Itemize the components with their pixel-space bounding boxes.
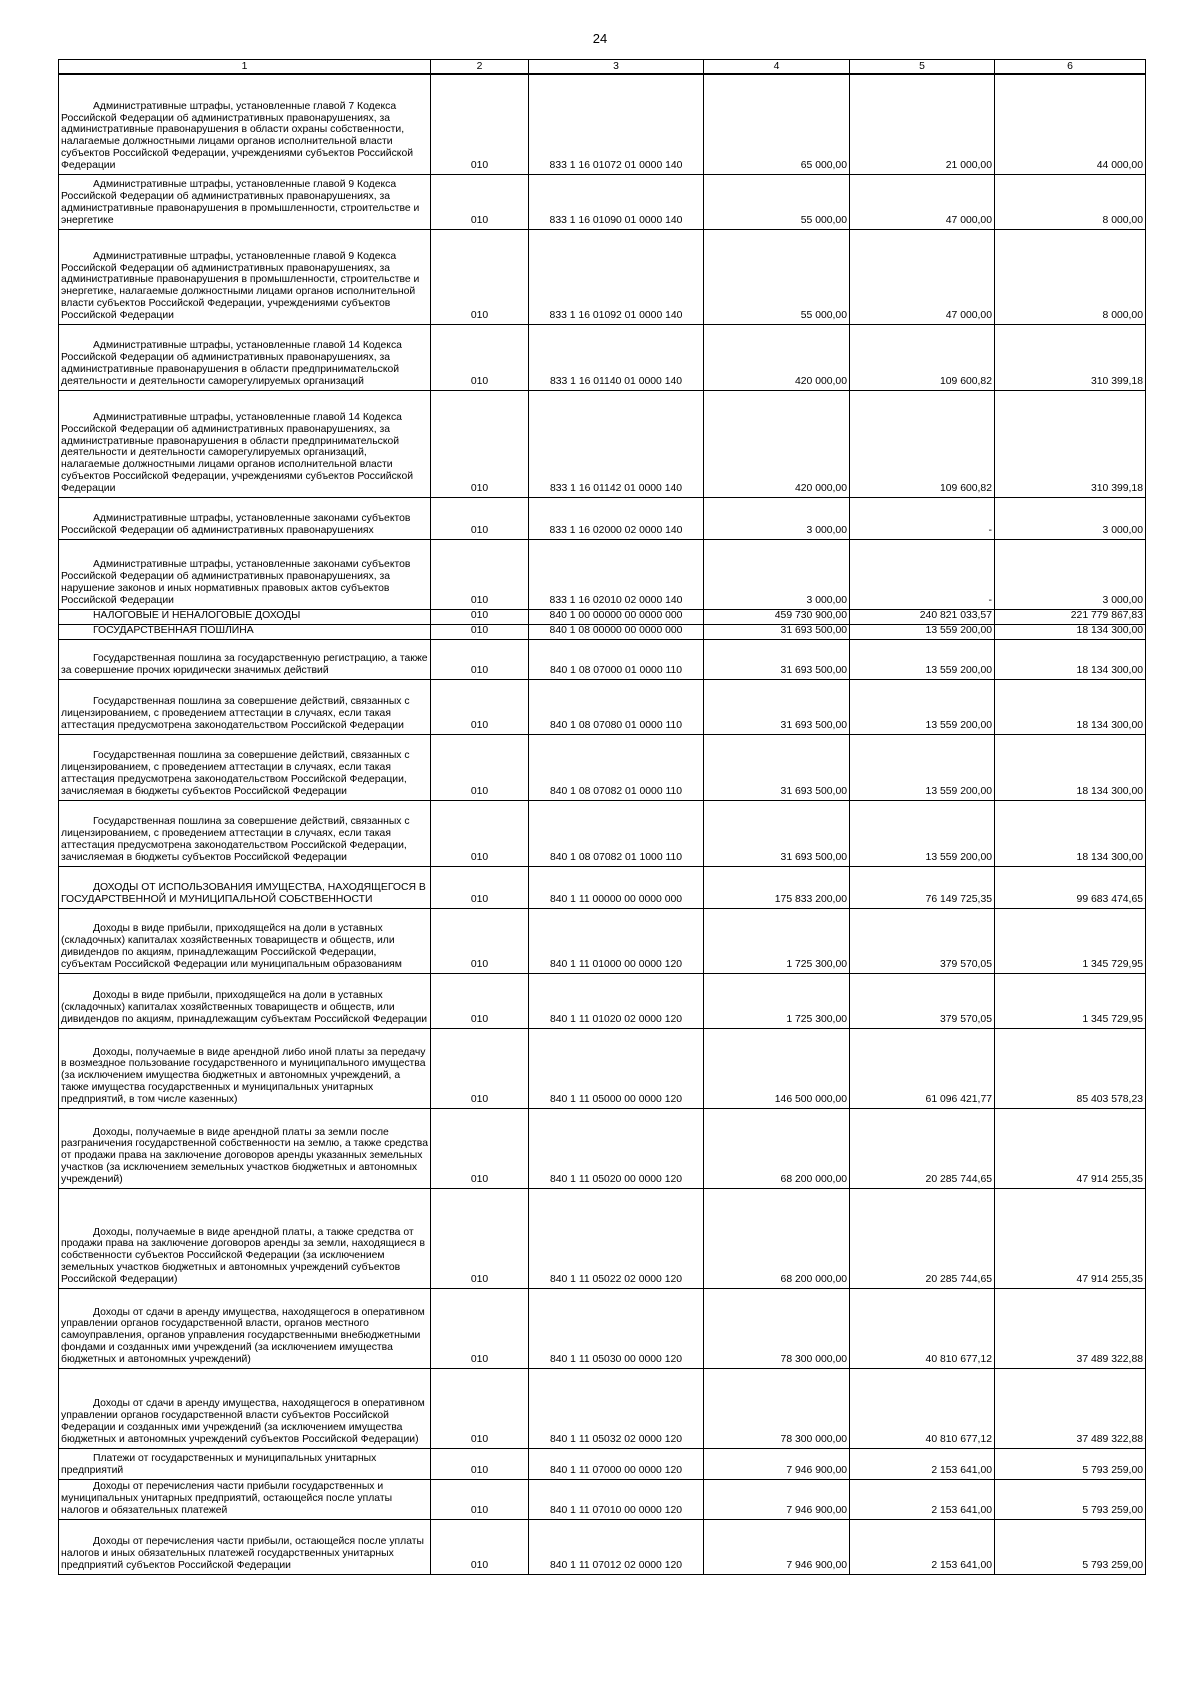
row-budget-code: 840 1 11 07000 00 0000 120 <box>529 1448 704 1479</box>
row-executed-amount: 13 559 200,00 <box>850 800 995 866</box>
row-unexecuted-amount: 37 489 322,88 <box>995 1288 1146 1368</box>
row-name <box>59 624 431 639</box>
row-line-code: 010 <box>431 1188 529 1288</box>
row-unexecuted-amount: 8 000,00 <box>995 174 1146 229</box>
row-approved-amount: 68 200 000,00 <box>704 1108 850 1188</box>
table-row <box>59 74 1146 174</box>
row-budget-code: 833 1 16 01092 01 0000 140 <box>529 229 704 324</box>
table-row <box>59 1519 1146 1574</box>
row-name-text: Доходы от перечисления части прибыли государственных и муниципальных унитарных предприятий, остающейся после уплаты налогов и обязательных платежей <box>61 1481 393 1516</box>
row-approved-amount: 1 725 300,00 <box>704 973 850 1028</box>
row-name <box>59 1288 431 1368</box>
row-executed-amount: 379 570,05 <box>850 908 995 973</box>
row-budget-code: 840 1 08 07082 01 0000 110 <box>529 734 704 800</box>
row-executed-amount: 13 559 200,00 <box>850 734 995 800</box>
row-name-text: Государственная пошлина за совершение действий, связанных с лицензированием, с проведением аттестации в случаях, если такая аттестация предусмотрена законодательством Российской Федерации, зачисляемая в бюджеты субъектов Российской Федерации <box>61 816 410 863</box>
row-budget-code: 840 1 08 07082 01 1000 110 <box>529 800 704 866</box>
row-name <box>59 639 431 679</box>
row-name-text: Государственная пошлина за государственную регистрацию, а также за совершение прочих юридически значимых действий <box>61 652 428 676</box>
row-unexecuted-amount: 47 914 255,35 <box>995 1108 1146 1188</box>
row-name-text: Доходы от сдачи в аренду имущества, находящегося в оперативном управлении органов государственной власти, органов местного самоуправления, органов управления государственными внебюджетными фондами и созданных ими учреждений (за исключением имущества бюджетных и автономных учреждений) <box>61 1306 425 1365</box>
row-line-code: 010 <box>431 229 529 324</box>
table-row <box>59 174 1146 229</box>
row-line-code: 010 <box>431 609 529 624</box>
table-row <box>59 624 1146 639</box>
row-unexecuted-amount: 44 000,00 <box>995 74 1146 174</box>
row-line-code: 010 <box>431 908 529 973</box>
row-name <box>59 973 431 1028</box>
row-line-code: 010 <box>431 1479 529 1519</box>
row-approved-amount: 31 693 500,00 <box>704 624 850 639</box>
row-approved-amount: 7 946 900,00 <box>704 1479 850 1519</box>
row-unexecuted-amount: 3 000,00 <box>995 497 1146 539</box>
row-line-code: 010 <box>431 679 529 734</box>
row-approved-amount: 68 200 000,00 <box>704 1188 850 1288</box>
row-approved-amount: 3 000,00 <box>704 539 850 609</box>
row-name <box>59 390 431 497</box>
row-unexecuted-amount: 310 399,18 <box>995 324 1146 390</box>
row-name <box>59 1368 431 1448</box>
row-line-code: 010 <box>431 324 529 390</box>
row-budget-code: 840 1 11 01020 02 0000 120 <box>529 973 704 1028</box>
row-name <box>59 539 431 609</box>
row-budget-code: 833 1 16 02000 02 0000 140 <box>529 497 704 539</box>
table-row <box>59 1288 1146 1368</box>
row-name <box>59 1028 431 1108</box>
table-row <box>59 1108 1146 1188</box>
row-unexecuted-amount: 5 793 259,00 <box>995 1519 1146 1574</box>
row-approved-amount: 1 725 300,00 <box>704 908 850 973</box>
row-unexecuted-amount: 37 489 322,88 <box>995 1368 1146 1448</box>
row-unexecuted-amount: 310 399,18 <box>995 390 1146 497</box>
table-row <box>59 324 1146 390</box>
row-budget-code: 840 1 11 00000 00 0000 000 <box>529 866 704 908</box>
row-approved-amount: 31 693 500,00 <box>704 639 850 679</box>
row-budget-code: 833 1 16 01140 01 0000 140 <box>529 324 704 390</box>
header-col-5: 5 <box>850 60 995 75</box>
row-budget-code: 840 1 11 07010 00 0000 120 <box>529 1479 704 1519</box>
row-name <box>59 74 431 174</box>
row-name-text: НАЛОГОВЫЕ И НЕНАЛОГОВЫЕ ДОХОДЫ <box>93 609 301 621</box>
row-approved-amount: 175 833 200,00 <box>704 866 850 908</box>
row-line-code: 010 <box>431 497 529 539</box>
row-line-code: 010 <box>431 866 529 908</box>
row-unexecuted-amount: 1 345 729,95 <box>995 908 1146 973</box>
row-executed-amount: 40 810 677,12 <box>850 1368 995 1448</box>
row-unexecuted-amount: 8 000,00 <box>995 229 1146 324</box>
row-line-code: 010 <box>431 639 529 679</box>
row-executed-amount: 20 285 744,65 <box>850 1108 995 1188</box>
row-line-code: 010 <box>431 1448 529 1479</box>
row-unexecuted-amount: 18 134 300,00 <box>995 639 1146 679</box>
row-name <box>59 324 431 390</box>
row-budget-code: 840 1 11 01000 00 0000 120 <box>529 908 704 973</box>
row-budget-code: 833 1 16 02010 02 0000 140 <box>529 539 704 609</box>
table-row <box>59 1448 1146 1479</box>
row-budget-code: 840 1 08 07080 01 0000 110 <box>529 679 704 734</box>
table-row <box>59 639 1146 679</box>
row-name <box>59 1519 431 1574</box>
table-row <box>59 539 1146 609</box>
row-executed-amount: 47 000,00 <box>850 174 995 229</box>
row-unexecuted-amount: 18 134 300,00 <box>995 679 1146 734</box>
table-row <box>59 800 1146 866</box>
row-executed-amount: 379 570,05 <box>850 973 995 1028</box>
row-executed-amount: 76 149 725,35 <box>850 866 995 908</box>
row-name <box>59 229 431 324</box>
row-unexecuted-amount: 3 000,00 <box>995 539 1146 609</box>
row-budget-code: 840 1 08 07000 01 0000 110 <box>529 639 704 679</box>
table-row <box>59 1479 1146 1519</box>
table-row <box>59 1368 1146 1448</box>
row-executed-amount: 2 153 641,00 <box>850 1519 995 1574</box>
row-name-text: Государственная пошлина за совершение действий, связанных с лицензированием, с проведением аттестации в случаях, если такая аттестация предусмотрена законодательством Российской Федерации, зачисляемая в бюджеты субъектов Российской Федерации <box>61 750 410 797</box>
table-row <box>59 908 1146 973</box>
row-unexecuted-amount: 18 134 300,00 <box>995 800 1146 866</box>
table-row <box>59 609 1146 624</box>
row-name-text: Государственная пошлина за совершение действий, связанных с лицензированием, с проведением аттестации в случаях, если такая аттестация предусмотрена законодательством Российской Федерации <box>61 696 410 731</box>
row-line-code: 010 <box>431 973 529 1028</box>
row-name-text: Административные штрафы, установленные главой 14 Кодекса Российской Федерации об административных правонарушениях, за административные правонарушения в области предпринимательской деятельности и деятельности саморегулируемых организаций, налагаемые должностными лицами органов исполнительной власти субъектов Российской Федерации, учреждениями субъектов Российской Федерации <box>61 411 414 494</box>
header-col-6: 6 <box>995 60 1146 75</box>
row-approved-amount: 31 693 500,00 <box>704 800 850 866</box>
row-executed-amount: 2 153 641,00 <box>850 1479 995 1519</box>
row-budget-code: 833 1 16 01072 01 0000 140 <box>529 74 704 174</box>
row-unexecuted-amount: 18 134 300,00 <box>995 624 1146 639</box>
row-executed-amount: 13 559 200,00 <box>850 679 995 734</box>
row-executed-amount: 2 153 641,00 <box>850 1448 995 1479</box>
table-row <box>59 497 1146 539</box>
row-approved-amount: 420 000,00 <box>704 390 850 497</box>
row-approved-amount: 420 000,00 <box>704 324 850 390</box>
row-name-text: Доходы, получаемые в виде арендной либо иной платы за передачу в возмездное пользование государственного и муниципального имущества (за исключением имущества бюджетных и автономных учреждений, а также имущества государственных и муниципальных унитарных предприятий, в том числе казенных) <box>61 1046 426 1105</box>
row-executed-amount: 109 600,82 <box>850 324 995 390</box>
row-unexecuted-amount: 221 779 867,83 <box>995 609 1146 624</box>
row-name-text: Доходы в виде прибыли, приходящейся на доли в уставных (складочных) капиталах хозяйственных товариществ и обществ, или дивидендов по акциям, принадлежащим Российской Федерации, субъектам Российской Федерации или муниципальным образованиям <box>61 923 402 970</box>
row-executed-amount: 13 559 200,00 <box>850 639 995 679</box>
row-budget-code: 840 1 00 00000 00 0000 000 <box>529 609 704 624</box>
table-row <box>59 1188 1146 1288</box>
table-row <box>59 390 1146 497</box>
row-name-text: Доходы, получаемые в виде арендной платы за земли после разграничения государственной собственности на землю, а также средства от продажи права на заключение договоров аренды указанных земельных участков (за исключением земельных участков бюджетных и автономных учреждений) <box>61 1126 428 1185</box>
header-col-1: 1 <box>59 60 431 75</box>
row-unexecuted-amount: 5 793 259,00 <box>995 1448 1146 1479</box>
row-executed-amount: 47 000,00 <box>850 229 995 324</box>
row-unexecuted-amount: 47 914 255,35 <box>995 1188 1146 1288</box>
row-name <box>59 1188 431 1288</box>
row-approved-amount: 78 300 000,00 <box>704 1368 850 1448</box>
row-name-text: Доходы в виде прибыли, приходящейся на доли в уставных (складочных) капиталах хозяйственных товариществ и обществ, или дивидендов по акциям, принадлежащим субъектам Российской Федерации <box>61 990 428 1025</box>
row-approved-amount: 78 300 000,00 <box>704 1288 850 1368</box>
row-line-code: 010 <box>431 624 529 639</box>
revenue-table <box>58 59 1146 1575</box>
row-executed-amount: - <box>850 539 995 609</box>
row-name-text: Административные штрафы, установленные главой 9 Кодекса Российской Федерации об административных правонарушениях, за административные правонарушения в промышленности, строительстве и энергетике <box>61 179 420 226</box>
row-line-code: 010 <box>431 174 529 229</box>
row-executed-amount: 40 810 677,12 <box>850 1288 995 1368</box>
row-line-code: 010 <box>431 1368 529 1448</box>
header-col-3: 3 <box>529 60 704 75</box>
row-unexecuted-amount: 5 793 259,00 <box>995 1479 1146 1519</box>
row-line-code: 010 <box>431 1288 529 1368</box>
table-row <box>59 1028 1146 1108</box>
row-executed-amount: 20 285 744,65 <box>850 1188 995 1288</box>
row-name-text: Доходы от перечисления части прибыли, остающейся после уплаты налогов и иных обязательных платежей государственных унитарных предприятий субъектов Российской Федерации <box>61 1536 424 1571</box>
row-approved-amount: 459 730 900,00 <box>704 609 850 624</box>
row-line-code: 010 <box>431 800 529 866</box>
table-row <box>59 734 1146 800</box>
row-approved-amount: 31 693 500,00 <box>704 679 850 734</box>
row-budget-code: 840 1 11 05030 00 0000 120 <box>529 1288 704 1368</box>
row-name <box>59 908 431 973</box>
table-row <box>59 679 1146 734</box>
row-name-text: ГОСУДАРСТВЕННАЯ ПОШЛИНА <box>93 624 254 636</box>
row-approved-amount: 55 000,00 <box>704 229 850 324</box>
row-line-code: 010 <box>431 74 529 174</box>
row-executed-amount: 13 559 200,00 <box>850 624 995 639</box>
row-name <box>59 1448 431 1479</box>
row-name <box>59 1108 431 1188</box>
row-name-text: Платежи от государственных и муниципальных унитарных предприятий <box>61 1452 377 1476</box>
row-approved-amount: 3 000,00 <box>704 497 850 539</box>
page-number: 24 <box>592 31 608 46</box>
row-name-text: Доходы от сдачи в аренду имущества, находящегося в оперативном управлении органов государственной власти субъектов Российской Федерации и созданных ими учреждений (за исключением имущества бюджетных и автономных учреждений субъектов Российской Федерации) <box>61 1398 425 1445</box>
row-name-text: ДОХОДЫ ОТ ИСПОЛЬЗОВАНИЯ ИМУЩЕСТВА, НАХОДЯЩЕГОСЯ В ГОСУДАРСТВЕННОЙ И МУНИЦИПАЛЬНОЙ СОБСТВЕННОСТИ <box>61 881 426 905</box>
row-line-code: 010 <box>431 734 529 800</box>
row-budget-code: 840 1 11 07012 02 0000 120 <box>529 1519 704 1574</box>
row-executed-amount: 240 821 033,57 <box>850 609 995 624</box>
table-row <box>59 229 1146 324</box>
row-approved-amount: 31 693 500,00 <box>704 734 850 800</box>
table-row <box>59 866 1146 908</box>
row-approved-amount: 7 946 900,00 <box>704 1519 850 1574</box>
row-name-text: Доходы, получаемые в виде арендной платы, а также средства от продажи права на заключение договоров аренды за земли, находящиеся в собственности субъектов Российской Федерации (за исключением земельных участков бюджетных и автономных учреждений субъектов Российской Федерации) <box>61 1226 425 1285</box>
row-approved-amount: 55 000,00 <box>704 174 850 229</box>
row-executed-amount: 21 000,00 <box>850 74 995 174</box>
header-col-2: 2 <box>431 60 529 75</box>
row-line-code: 010 <box>431 1519 529 1574</box>
row-name <box>59 609 431 624</box>
row-unexecuted-amount: 85 403 578,23 <box>995 1028 1146 1108</box>
table-row <box>59 973 1146 1028</box>
row-name <box>59 800 431 866</box>
row-name <box>59 679 431 734</box>
row-line-code: 010 <box>431 390 529 497</box>
row-budget-code: 840 1 11 05000 00 0000 120 <box>529 1028 704 1108</box>
row-approved-amount: 65 000,00 <box>704 74 850 174</box>
row-approved-amount: 146 500 000,00 <box>704 1028 850 1108</box>
row-budget-code: 833 1 16 01090 01 0000 140 <box>529 174 704 229</box>
row-name-text: Административные штрафы, установленные законами субъектов Российской Федерации об административных правонарушениях, за нарушение законов и иных нормативных правовых актов субъектов Российской Федерации <box>61 559 411 606</box>
row-budget-code: 840 1 08 00000 00 0000 000 <box>529 624 704 639</box>
row-unexecuted-amount: 1 345 729,95 <box>995 973 1146 1028</box>
row-name <box>59 174 431 229</box>
row-name <box>59 497 431 539</box>
header-col-4: 4 <box>704 60 850 75</box>
row-unexecuted-amount: 18 134 300,00 <box>995 734 1146 800</box>
row-line-code: 010 <box>431 539 529 609</box>
header-row <box>59 60 1146 75</box>
row-budget-code: 840 1 11 05032 02 0000 120 <box>529 1368 704 1448</box>
row-budget-code: 840 1 11 05022 02 0000 120 <box>529 1188 704 1288</box>
row-name-text: Административные штрафы, установленные главой 7 Кодекса Российской Федерации об административных правонарушениях, за административные правонарушения в области охраны собственности, налагаемые должностными лицами органов исполнительной власти субъектов Российской Федерации, учреждениями субъектов Российской Федерации <box>61 100 414 171</box>
row-name <box>59 1479 431 1519</box>
row-unexecuted-amount: 99 683 474,65 <box>995 866 1146 908</box>
row-line-code: 010 <box>431 1028 529 1108</box>
row-approved-amount: 7 946 900,00 <box>704 1448 850 1479</box>
row-line-code: 010 <box>431 1108 529 1188</box>
row-name-text: Административные штрафы, установленные главой 9 Кодекса Российской Федерации об административных правонарушениях, за административные правонарушения в промышленности, строительстве и энергетике, налагаемые должностными лицами органов исполнительной власти субъектов Российской Федерации, учреждениями субъектов Российской Федерации <box>61 250 420 321</box>
row-budget-code: 833 1 16 01142 01 0000 140 <box>529 390 704 497</box>
row-executed-amount: 109 600,82 <box>850 390 995 497</box>
row-name <box>59 734 431 800</box>
row-name-text: Административные штрафы, установленные законами субъектов Российской Федерации об административных правонарушениях <box>61 512 411 536</box>
row-executed-amount: 61 096 421,77 <box>850 1028 995 1108</box>
row-budget-code: 840 1 11 05020 00 0000 120 <box>529 1108 704 1188</box>
row-executed-amount: - <box>850 497 995 539</box>
row-name-text: Административные штрафы, установленные главой 14 Кодекса Российской Федерации об административных правонарушениях, за административные правонарушения в области предпринимательской деятельности и деятельности саморегулируемых организаций <box>61 340 402 387</box>
row-name <box>59 866 431 908</box>
